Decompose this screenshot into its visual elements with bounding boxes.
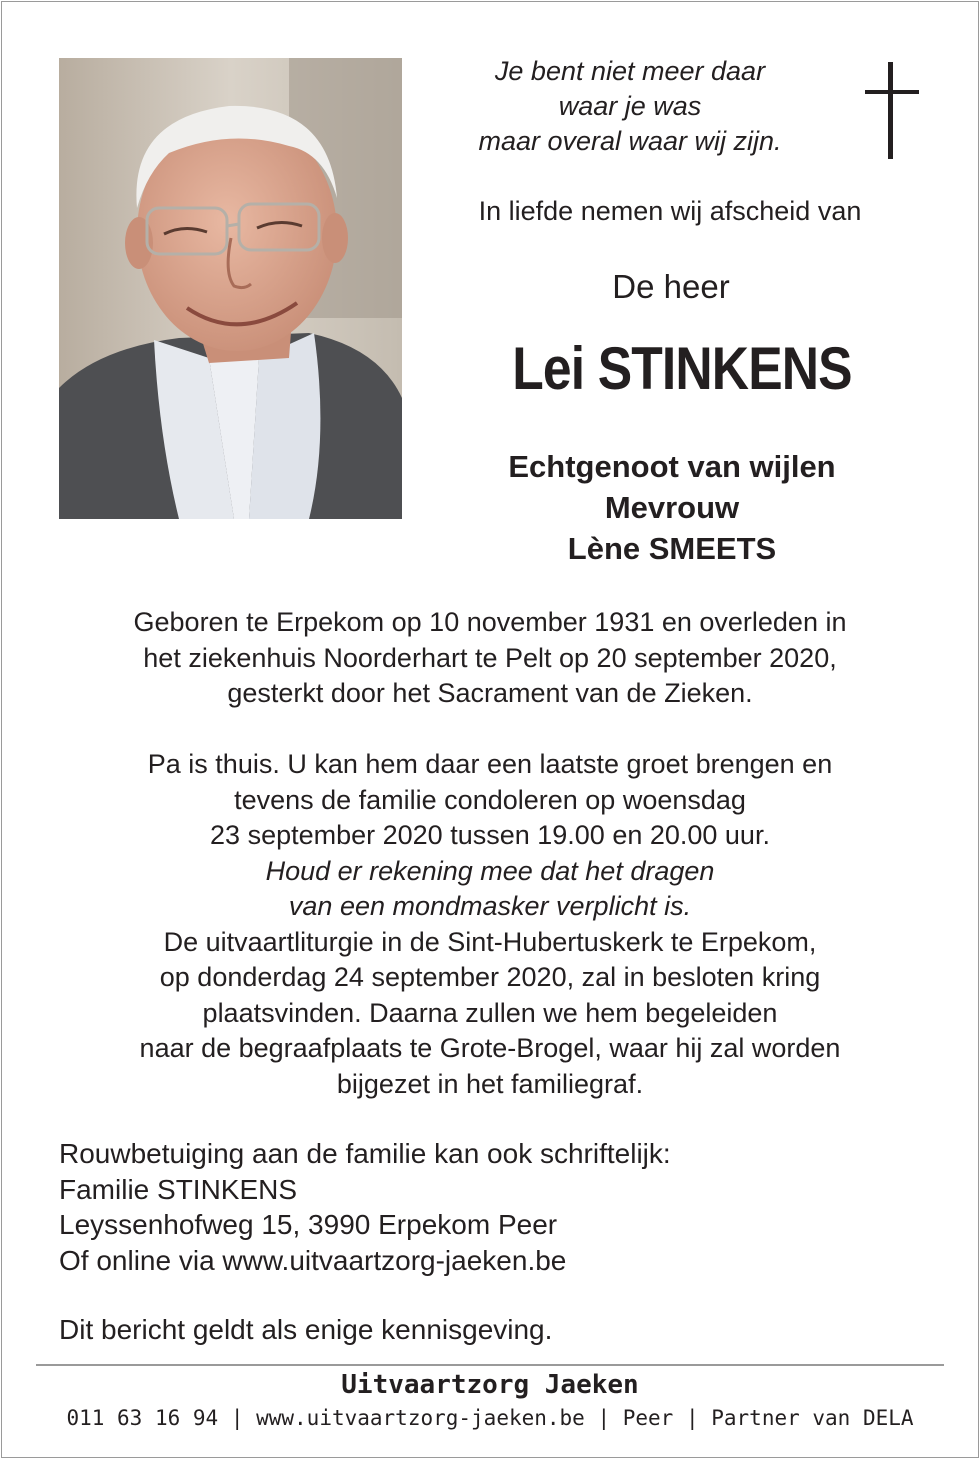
poem: [440, 54, 820, 159]
paragraph-line: gesterkt door het Sacrament van de Zieken.: [227, 678, 753, 708]
paragraph-line: op donderdag 24 september 2020, zal in besloten kring: [159, 962, 821, 992]
spouse-block: [440, 446, 904, 569]
spouse-line: Echtgenoot van wijlen: [508, 449, 836, 484]
portrait-illustration: [59, 58, 402, 519]
paragraph-line: Geboren te Erpekom op 10 november 1931 en overleden in: [133, 607, 847, 637]
address-line: Leyssenhofweg 15, 3990 Erpekom Peer: [59, 1209, 558, 1240]
paragraph-line: plaatsvinden. Daarna zullen we hem begeleiden: [202, 997, 778, 1028]
mask-notice-line: Houd er rekening mee dat het dragen: [265, 855, 715, 886]
paragraph-line: bijgezet in het familiegraf.: [336, 1068, 644, 1099]
cross-icon: [862, 62, 922, 160]
paragraph-line: naar de begraafplaats te Grote-Brogel, waar hij zal worden: [139, 1033, 841, 1063]
address-line: Familie STINKENS: [59, 1173, 298, 1205]
paragraph-line: tevens de familie condoleren op woensdag: [234, 784, 746, 815]
paragraph-line: het ziekenhuis Noorderhart te Pelt op 20 september 2020,: [143, 642, 837, 673]
condolence-address: [59, 1136, 919, 1278]
paragraph-line: De uitvaartliturgie in de Sint-Hubertuskerk te Erpekom,: [163, 926, 817, 957]
salutation: De heer: [612, 268, 730, 305]
footer-contact: 011 63 16 94 | www.uitvaartzorg-jaeken.be | Peer | Partner van DELA: [66, 1406, 914, 1430]
notice-text: Dit bericht geldt als enige kennisgeving.: [59, 1314, 553, 1345]
poem-line: waar je was: [558, 91, 702, 121]
mask-notice-line: van een mondmasker verplicht is.: [288, 891, 692, 921]
deceased-name: Lei STINKENS: [512, 335, 852, 402]
footer-divider: [36, 1364, 944, 1366]
spouse-line: Mevrouw: [604, 490, 740, 525]
birth-paragraph: [40, 605, 940, 712]
paragraph-line: 23 september 2020 tussen 19.00 en 20.00 uur.: [210, 820, 770, 850]
poem-line: Je bent niet meer daar: [494, 56, 766, 86]
intro-text: In liefde nemen wij afscheid van: [478, 196, 862, 226]
ceremony-paragraph: [40, 747, 940, 1102]
portrait-photo: [59, 58, 402, 519]
spouse-name: Lène SMEETS: [567, 531, 777, 566]
address-line: Rouwbetuiging aan de familie kan ook schriftelijk:: [59, 1138, 671, 1169]
poem-line: maar overal waar wij zijn.: [478, 126, 782, 156]
paragraph-line: Pa is thuis. U kan hem daar een laatste groet brengen en: [147, 749, 833, 779]
address-line: Of online via www.uitvaartzorg-jaeken.be: [59, 1244, 567, 1276]
company-name: Uitvaartzorg Jaeken: [341, 1370, 639, 1400]
